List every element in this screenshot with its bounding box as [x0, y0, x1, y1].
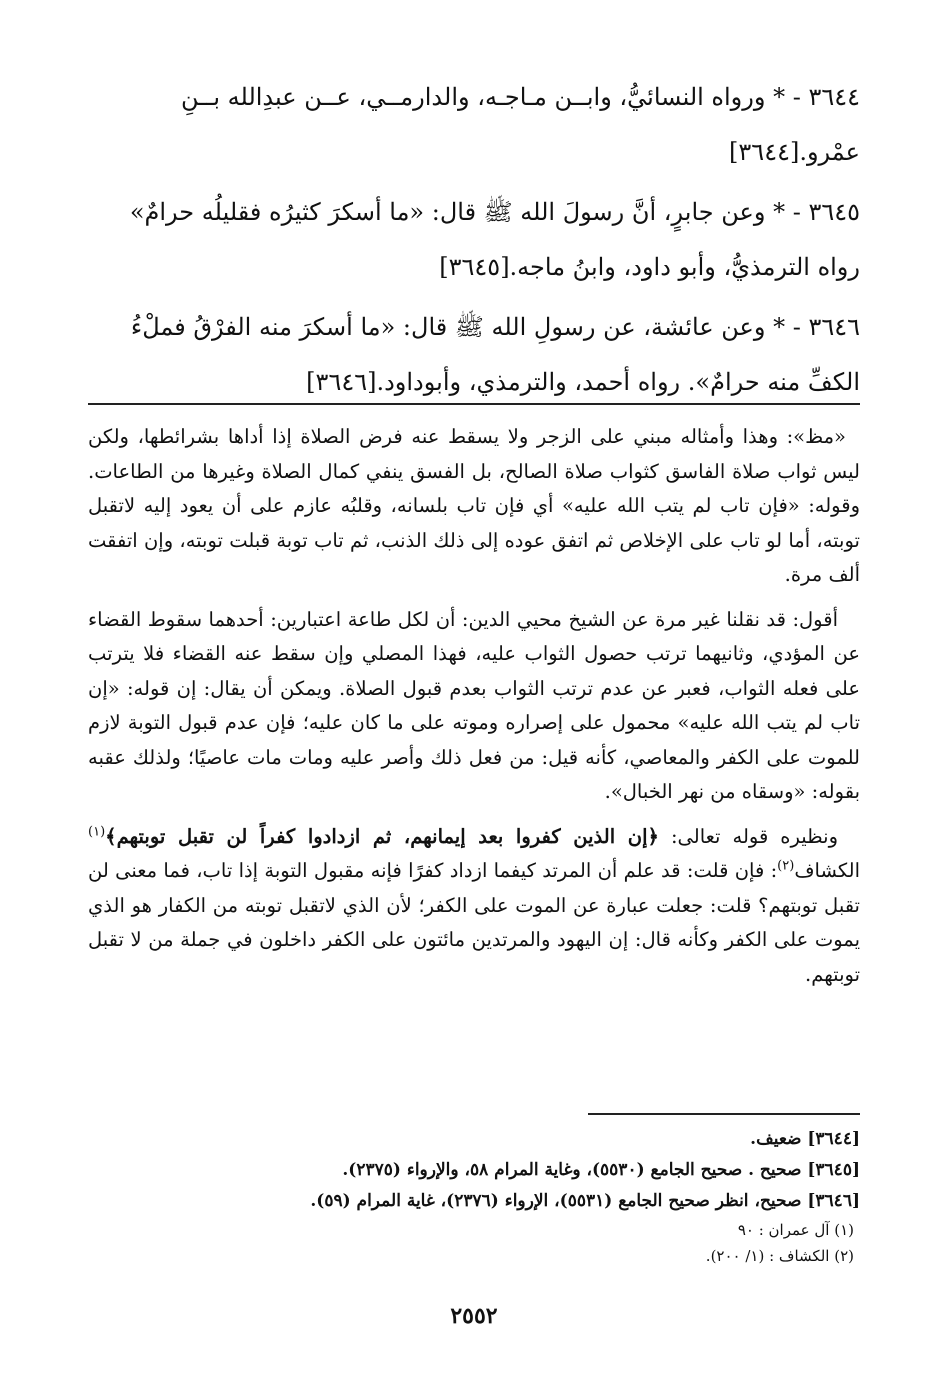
commentary-p3-mid: الكشاف	[794, 859, 860, 882]
footnotes-section	[88, 1124, 860, 1269]
hadith-3644-line1: ٣٦٤٤ - * ورواه النسائيُّ، وابــن مـاجـه، والدارمــي، عــن عبدِالله بــنِ	[180, 83, 860, 111]
footnote-ref-1: (١) آل عمران : ٩٠	[737, 1221, 854, 1239]
commentary-paragraph-2: أقول: قد نقلنا غير مرة عن الشيخ محيي الدين: أن لكل طاعة اعتبارين: أحدهما سقوط القضاء عن المؤدي، وثانيهما ترتب حصول الثواب عليه، فهذا المصلي وإن سقط عنه القضاء فلا يترتب على فعله الثواب، فعبر عن عدم ترتب الثواب بعدم قبول الصلاة. ويمكن أن يقال: إن قوله: «إن تاب لم يتب الله عليه» محمول على إصراره وموته على ما كان عليه؛ فإن عدم قبول التوبة لازم للموت على الكفر والمعاصي، كأنه قيل: من فعل ذلك وأصر عليه ومات مات عاصيًا؛ ولذلك عقبه بقوله: «وسقاه من نهر الخبال».	[88, 607, 860, 803]
hadith-3646-line2: الكفِّ منه حرامٌ». رواه أحمد، والترمذي، وأبوداود.[٣٦٤٦]	[306, 368, 860, 396]
hadith-3645-line2: رواه الترمذيُّ، وأبو داود، وابنُ ماجه.[٣٦٤٥]	[439, 253, 860, 281]
hadith-3646-line1: ٣٦٤٦ - * وعن عائشة، عن رسولِ الله ﷺ قال: «ما أسكرَ منه الفرْقُ فملْءُ	[130, 313, 860, 341]
section-divider	[88, 403, 860, 405]
hadith-3646	[88, 300, 860, 410]
footnote-grade-3644: [٣٦٤٤] ضعيف.	[750, 1129, 860, 1149]
commentary-section	[88, 420, 860, 1002]
footnote-marker-1: (١)	[88, 824, 106, 839]
quran-verse: ﴿إن الذين كفروا بعد إيمانهم، ثم ازدادوا كفراً لن تقبل توبتهم﴾	[105, 824, 659, 848]
commentary-paragraph-1: «مظ»: وهذا وأمثاله مبني على الزجر ولا يسقط عنه فرض الصلاة إذا أداها بشرائطها، ولكن ليس ثواب صلاة الفاسق كثواب صلاة الصالح، بل الفسق ينفي كمال الصلاة وغيرها من الطاعات. وقوله: «فإن تاب لم يتب الله عليه» أي فإن تاب بلسانه، وقلبُه عازم على أن يعود إليه لاتقبل توبته، أما لو تاب على الإخلاص ثم اتفق عوده إلى ذلك الذنب، ثم تاب توبة قبلت توبته، وإن اتفقت ألف مرة.	[88, 425, 860, 586]
page-number: ٢٥٥٢	[450, 1303, 498, 1329]
hadith-3645-line1: ٣٦٤٥ - * وعن جابرٍ، أنَّ رسولَ الله ﷺ قال: «ما أسكرَ كثيرُه فقليلُه حرامٌ»	[129, 198, 860, 226]
hadith-section	[88, 70, 860, 415]
commentary-p3-start: ونظيره قوله تعالى:	[658, 824, 839, 848]
hadith-3644-line2: عمْرو.[٣٦٤٤]	[729, 138, 860, 166]
footnote-divider	[588, 1113, 860, 1115]
commentary-p3-end: : فإن قلت: قد علم أن المرتد كيفما ازداد كفرًا فإنه مقبول التوبة إذا تاب، فما معنى لن تقبل توبتهم؟ قلت: جعلت عبارة عن الموت على الكفر؛ لأن الذي لاتقبل توبته من الكفار هو الذي يموت على الكفر وكأنه قال: إن اليهود والمرتدين مائتون على الكفر داخلون في جملة من لا تقبل توبتهم.	[88, 859, 860, 986]
footnote-ref-2: (٢) الكشاف : (١/ ٢٠٠).	[705, 1247, 854, 1265]
footnote-marker-2: (٢)	[777, 858, 795, 874]
commentary-paragraph-3	[88, 820, 860, 993]
hadith-3645	[88, 185, 860, 295]
footnote-grade-3645: [٣٦٤٥] صحيح . صحيح الجامع (٥٥٣٠)، وغاية المرام ٥٨، والإرواء (٢٣٧٥).	[342, 1160, 860, 1180]
footnote-grade-3646: [٣٦٤٦] صحيح، انظر صحيح الجامع (٥٥٣١)، الإرواء (٢٣٧٦)، غاية المرام (٥٩).	[310, 1191, 860, 1211]
hadith-3644	[88, 70, 860, 180]
